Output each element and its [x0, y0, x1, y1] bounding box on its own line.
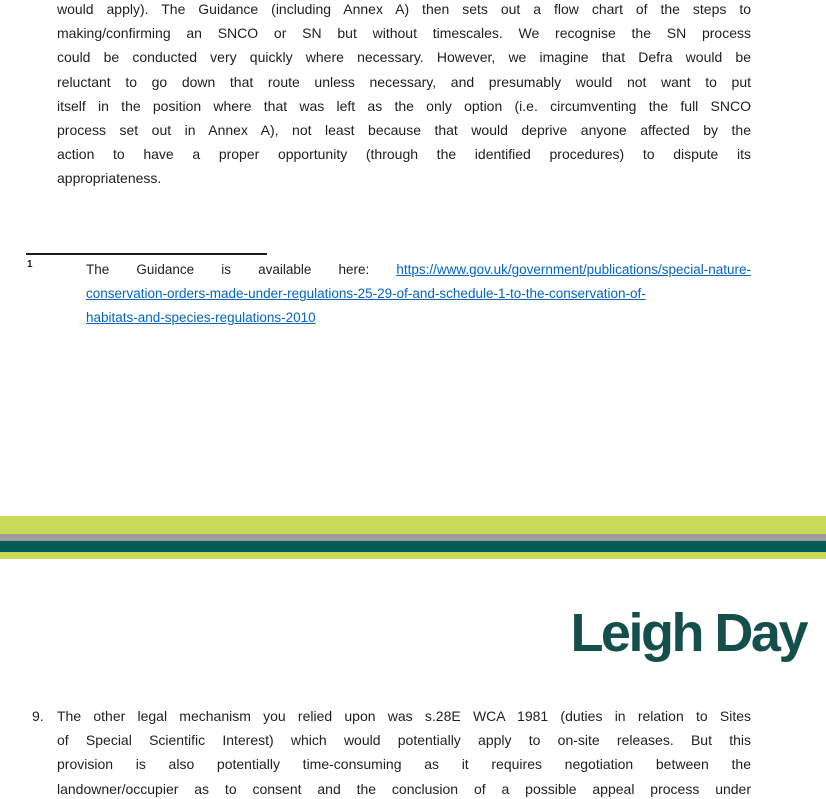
- body-paragraph-9: [32, 704, 751, 799]
- page-break-stripe-lime-top: [0, 516, 826, 534]
- paragraph-line: itself in the position where that was left as the only option (i.e. circumventing the full SNCO: [57, 97, 751, 114]
- page-break-stripe-teal: [0, 541, 826, 552]
- paragraph-line: The other legal mechanism you relied upon was s.28E WCA 1981 (duties in relation to Sites: [57, 708, 751, 724]
- paragraph-line: could be conducted very quickly where necessary. However, we imagine that Defra would be: [57, 49, 751, 66]
- paragraph-line: reluctant to go down that route unless necessary, and presumably would not want to put: [57, 73, 751, 90]
- paragraph-line: appropriateness.: [57, 170, 162, 187]
- footnote-hyperlink[interactable]: https://www.gov.uk/government/publications/special-nature-: [396, 262, 751, 277]
- footnote-line: [86, 282, 751, 306]
- leigh-day-logo: Leigh Day: [570, 603, 806, 663]
- paragraph-line: action to have a proper opportunity (through the identified procedures) to dispute its: [57, 146, 751, 163]
- page-break-stripe-lime-bottom: [0, 552, 826, 559]
- footnote-line: [86, 258, 751, 282]
- footnote-hyperlink[interactable]: habitats-and-species-regulations-2010: [86, 310, 316, 325]
- numbered-list-item: [32, 704, 751, 799]
- paragraph-line: of Special Scientific Interest) which would potentially apply to on-site releases. But this: [57, 732, 751, 749]
- footnote-hyperlink[interactable]: conservation-orders-made-under-regulations-25-29-of-and-schedule-1-to-the-conservation-of-: [86, 286, 646, 301]
- footnote-separator: [26, 253, 267, 255]
- footnote-text-prefix: The Guidance is available here:: [86, 262, 397, 277]
- paragraph-line: process set out in Annex A), not least because that would deprive anyone affected by the: [57, 122, 751, 139]
- paragraph-line: would apply). The Guidance (including Annex A) then sets out a flow chart of the steps to: [57, 1, 751, 17]
- paragraph-line: provision is also potentially time-consuming as it requires negotiation between the: [57, 756, 751, 773]
- body-paragraph-top: [57, 0, 751, 191]
- list-number: 9.: [32, 708, 44, 724]
- footnote-line: [86, 306, 751, 330]
- page-break-stripe-gray: [0, 534, 826, 541]
- footnote-marker: 1: [27, 259, 33, 270]
- footnote: [86, 258, 751, 330]
- paragraph-line: landowner/occupier as to consent and the conclusion of a possible appeal process under: [57, 780, 751, 797]
- paragraph-line: making/confirming an SNCO or SN but without timescales. We recognise the SN process: [57, 25, 751, 42]
